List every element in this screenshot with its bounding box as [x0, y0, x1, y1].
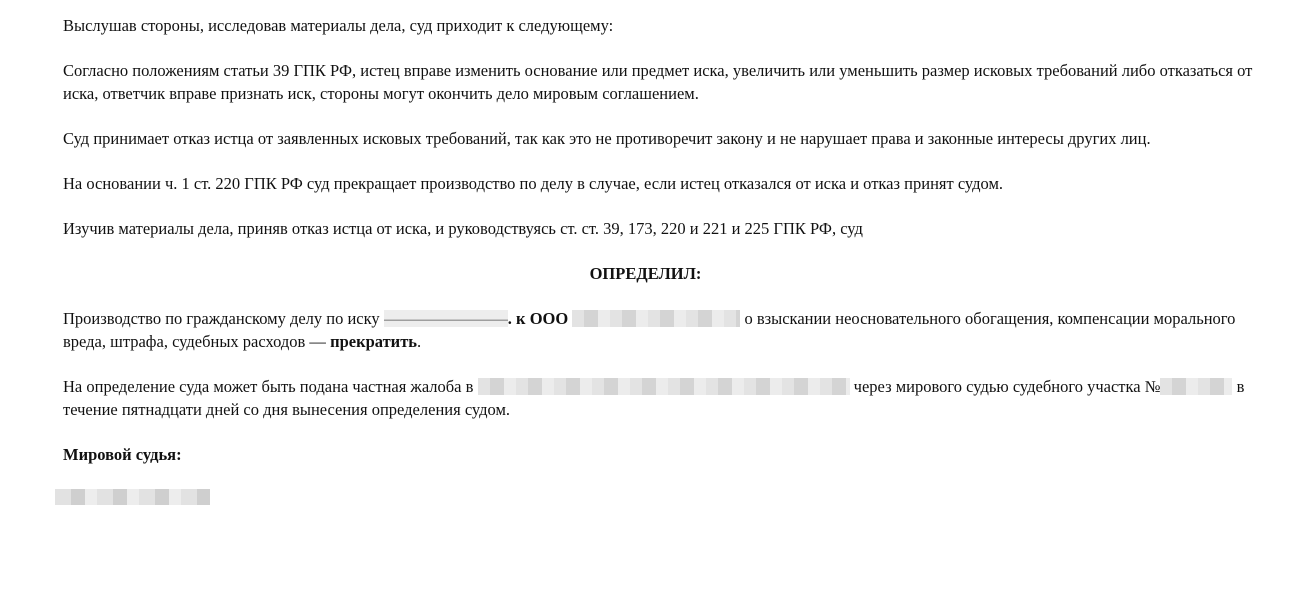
- article-220-paragraph: На основании ч. 1 ст. 220 ГПК РФ суд прекращает производство по делу в случае, если истец отказался от иска и отказ принят судом.: [63, 174, 1004, 193]
- redacted-district-number: [1160, 378, 1232, 395]
- ruling-text-4: .: [417, 332, 422, 351]
- intro-paragraph: Выслушав стороны, исследовав материалы дела, суд приходит к следующему:: [63, 16, 614, 35]
- ruling-text-3: о взыскании неосновательного обогащения, компенсации морального вреда, штрафа, судебных расходов —: [63, 309, 1236, 351]
- ruling-paragraph: [63, 307, 1263, 353]
- studied-materials-paragraph: Изучив материалы дела, приняв отказ истца от иска, и руководствуясь ст. ст. 39, 173, 220 и 221 и 225 ГПК РФ, суд: [63, 219, 863, 238]
- ruling-decision: прекратить: [330, 332, 418, 351]
- appeal-text-1: На определение суда может быть подана частная жалоба в: [63, 377, 478, 396]
- ruling-org: ООО: [529, 309, 569, 328]
- ruling-heading: ОПРЕДЕЛИЛ:: [589, 264, 702, 283]
- redacted-company: [572, 310, 740, 327]
- appeal-text-2: через мирового судью судебного участка №: [849, 377, 1161, 396]
- appeal-text-3: в течение пятнадцати дней со дня вынесения определения судом.: [63, 377, 1245, 419]
- redacted-plaintiff: [384, 310, 508, 327]
- acceptance-paragraph: Суд принимает отказ истца от заявленных исковых требований, так как это не противоречит закону и не нарушает права и законные интересы других лиц.: [63, 129, 1151, 148]
- court-ruling-document: [63, 14, 1263, 466]
- judge-label: Мировой судья:: [63, 445, 182, 464]
- ruling-text-1: Производство по гражданскому делу по иску: [63, 309, 384, 328]
- redacted-judge-name: [55, 489, 210, 505]
- ruling-text-2: . к: [507, 309, 530, 328]
- appeal-paragraph: [63, 375, 1263, 421]
- article-39-paragraph: Согласно положениям статьи 39 ГПК РФ, истец вправе изменить основание или предмет иска, увеличить или уменьшить размер исковых требований либо отказаться от иска, ответчик вправе признать иск, стороны могут окончить дело мировым соглашением.: [63, 61, 1253, 103]
- redacted-court: [478, 378, 850, 395]
